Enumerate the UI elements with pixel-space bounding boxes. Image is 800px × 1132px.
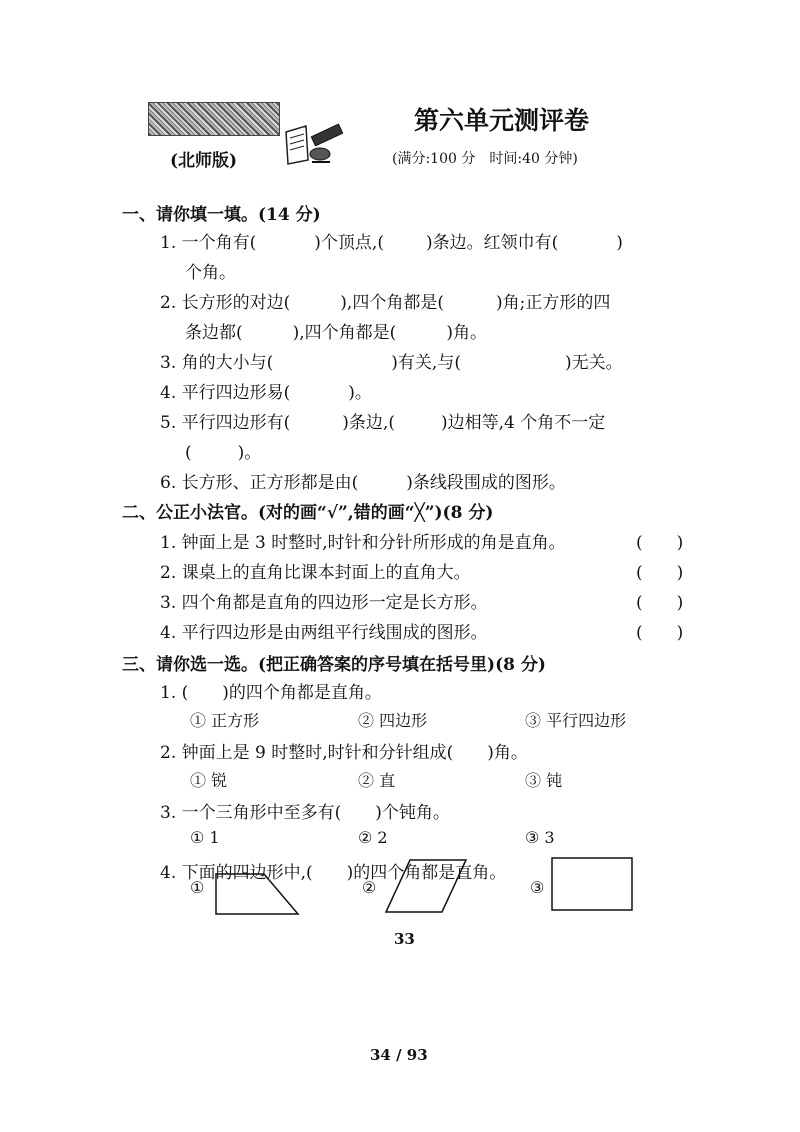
s3-q1-opt2: ② 四边形	[358, 711, 428, 730]
s3-q3-opt1: ① 1	[190, 828, 220, 847]
s3-q4-opt3-label: ③	[530, 878, 545, 897]
s1-q6-a: 长方形、正方形都是由(	[181, 473, 359, 493]
s2-item-2-answer: ( )	[636, 563, 684, 583]
s1-q2-d: 条边都(	[185, 323, 243, 343]
rectangle-shape	[550, 856, 636, 914]
s1-q3-a: 角的大小与(	[181, 353, 274, 373]
s2-item-3-num: 3.	[160, 593, 177, 613]
s3-q1-num: 1.	[160, 683, 177, 703]
s3-q2-opt3: ③ 钝	[525, 771, 563, 790]
s1-q5-e: )。	[237, 443, 262, 463]
s1-q2-c: )角;正方形的四	[495, 293, 611, 313]
s1-q2-e: ),四个角都是(	[292, 323, 397, 343]
s1-q1-line1	[160, 228, 623, 253]
s1-q5-c: )边相等,4 个角不一定	[440, 413, 606, 433]
section2-heading: 二、公正小法官。(对的画“√”,错的画“╳”)(8 分)	[122, 503, 494, 523]
s2-item-2-num: 2.	[160, 563, 177, 583]
s3-q4-text: 下面的四边形中,( )的四个角都是直角。	[181, 863, 507, 883]
page-number: 33	[394, 930, 415, 948]
s1-q5-a: 平行四边形有(	[181, 413, 291, 433]
s1-q5-line2	[185, 438, 261, 463]
s2-item-1-text: 钟面上是 3 时整时,时针和分针所形成的角是直角。	[181, 533, 566, 553]
trapezoid-shape	[212, 872, 302, 918]
s3-q2-opt2: ② 直	[358, 771, 396, 790]
section3-heading: 三、请你选一选。(把正确答案的序号填在括号里)(8 分)	[122, 655, 546, 675]
s1-q3-num: 3.	[160, 353, 177, 373]
s3-q3	[160, 798, 450, 823]
s1-q4-b: )。	[348, 383, 372, 403]
s2-item-3-text: 四个角都是直角的四边形一定是长方形。	[181, 593, 488, 613]
s3-q1-opt1: ① 正方形	[190, 711, 260, 730]
book-telescope-illustration	[282, 120, 352, 168]
header-banner	[148, 102, 280, 136]
s3-q3-num: 3.	[160, 803, 177, 823]
s1-q6-num: 6.	[160, 473, 177, 493]
s1-q2-a: 长方形的对边(	[181, 293, 291, 313]
s3-q3-opt2: ② 2	[358, 828, 388, 847]
s1-q1-c: )条边。红领巾有(	[425, 233, 559, 253]
s3-q2-text: 钟面上是 9 时整时,时针和分针组成( )角。	[181, 743, 528, 763]
s1-q1-e: 个角。	[185, 263, 236, 283]
s2-item-4-answer: ( )	[636, 623, 684, 643]
s3-q3-text: 一个三角形中至多有( )个钝角。	[181, 803, 450, 823]
s1-q3-c: )无关。	[564, 353, 623, 373]
s1-q1-b: )个顶点,(	[314, 233, 384, 253]
s1-q3	[160, 348, 623, 373]
s3-q2-opt1: ① 锐	[190, 771, 228, 790]
s3-q3-opt3: ③ 3	[525, 828, 555, 847]
s1-q2-f: )角。	[446, 323, 487, 343]
s1-q2-line1	[160, 288, 610, 313]
s1-q5-b: )条边,(	[342, 413, 395, 433]
exam-meta: (满分:100 分 时间:40 分钟)	[392, 151, 578, 167]
edition-label: (北师版)	[170, 151, 238, 171]
s3-q2	[160, 738, 528, 763]
s2-item-4-num: 4.	[160, 623, 177, 643]
s1-q1-num: 1.	[160, 233, 177, 253]
s1-q2-line2	[185, 318, 487, 343]
s1-q5-num: 5.	[160, 413, 177, 433]
s1-q4-a: 平行四边形易(	[181, 383, 291, 403]
s3-q4-num: 4.	[160, 863, 177, 883]
s2-item-4-text: 平行四边形是由两组平行线围成的图形。	[181, 623, 488, 643]
s1-q6	[160, 468, 566, 493]
s3-q4-opt2-label: ②	[362, 878, 377, 897]
parallelogram-shape	[384, 858, 470, 916]
s2-item-3-answer: ( )	[636, 593, 684, 613]
s1-q6-b: )条线段围成的图形。	[406, 473, 566, 493]
s2-item-1	[160, 528, 566, 553]
s2-item-3	[160, 588, 488, 613]
s1-q1-d: )	[616, 233, 623, 253]
s3-q1-opt3: ③ 平行四边形	[525, 711, 627, 730]
s2-item-4	[160, 618, 488, 643]
s1-q2-b: ),四个角都是(	[340, 293, 444, 313]
s3-q1-text: ( )的四个角都是直角。	[181, 683, 382, 703]
s3-q4-opt1-label: ①	[190, 878, 205, 897]
s3-q2-num: 2.	[160, 743, 177, 763]
s3-q1	[160, 678, 382, 703]
s2-item-1-answer: ( )	[636, 533, 684, 553]
s1-q5-d: (	[185, 443, 192, 463]
s2-item-1-num: 1.	[160, 533, 177, 553]
s1-q4-num: 4.	[160, 383, 177, 403]
page-title: 第六单元测评卷	[414, 106, 590, 135]
s2-item-2	[160, 558, 471, 583]
section1-heading: 一、请你填一填。(14 分)	[122, 205, 321, 225]
s1-q1-a: 一个角有(	[181, 233, 257, 253]
s1-q2-num: 2.	[160, 293, 177, 313]
s1-q5-line1	[160, 408, 605, 433]
page-count: 34 / 93	[370, 1046, 428, 1064]
s2-item-2-text: 课桌上的直角比课本封面上的直角大。	[181, 563, 471, 583]
s1-q3-b: )有关,与(	[391, 353, 461, 373]
s1-q4	[160, 378, 372, 403]
